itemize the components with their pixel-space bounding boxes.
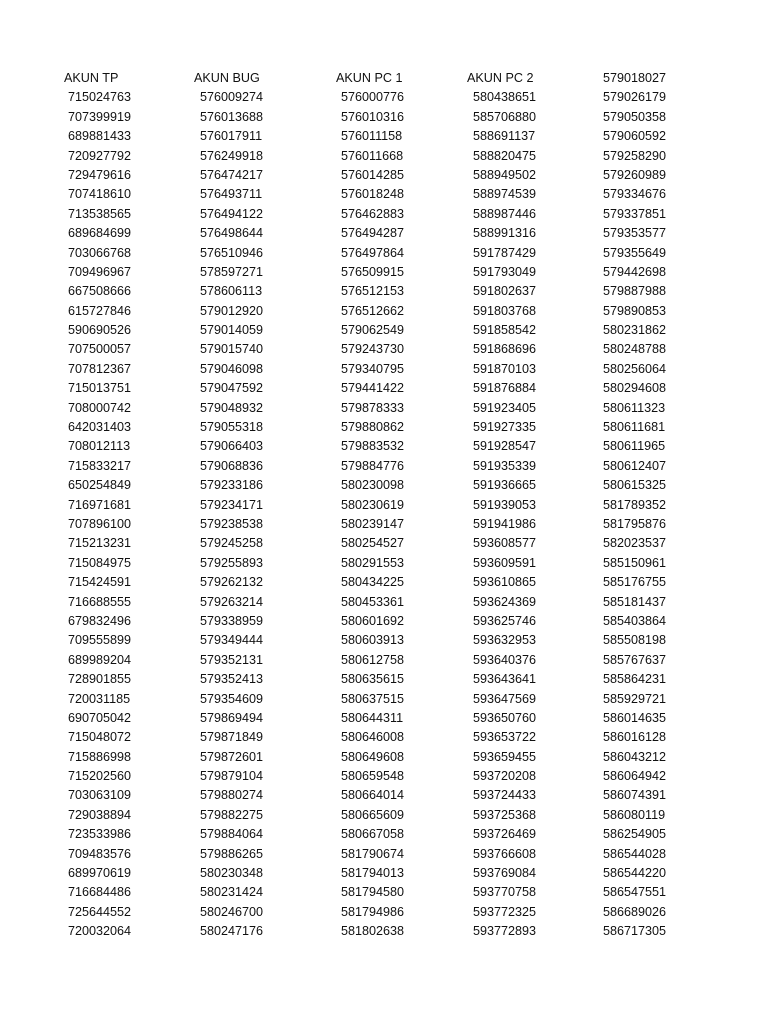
table-cell: 576494122 — [200, 206, 264, 221]
column-akun-pc-2 — [467, 69, 536, 942]
table-cell: 580667058 — [341, 827, 405, 842]
table-cell: 580612758 — [341, 652, 405, 667]
table-cell: 689970619 — [68, 866, 132, 881]
table-cell: 579890853 — [603, 303, 667, 318]
table-cell: 590690526 — [68, 323, 132, 338]
table-cell: 579066403 — [200, 439, 264, 454]
table-cell: 579234171 — [200, 497, 264, 512]
table-cell: 579245258 — [200, 536, 264, 551]
table-cell: 576462883 — [341, 206, 405, 221]
table-cell: 579886265 — [200, 846, 264, 861]
table-cell: 715213231 — [68, 536, 132, 551]
table-cell: 576509915 — [341, 264, 405, 279]
table-cell: 690705042 — [68, 710, 132, 725]
table-cell: 580246700 — [200, 904, 264, 919]
table-cell: 579050358 — [603, 109, 667, 124]
table-cell: 715013751 — [68, 381, 132, 396]
table-cell: 708000742 — [68, 400, 132, 415]
table-cell: 581802638 — [341, 924, 405, 939]
table-cell: 579882275 — [200, 807, 264, 822]
table-cell: 715833217 — [68, 458, 132, 473]
table-cell: 593624369 — [473, 594, 537, 609]
table-cell: 586544220 — [603, 866, 667, 881]
table-cell: 591870103 — [473, 361, 537, 376]
table-cell: 579353577 — [603, 226, 667, 241]
table-cell: 709555899 — [68, 633, 132, 648]
table-cell: 579887988 — [603, 284, 667, 299]
table-cell: 579015740 — [200, 342, 264, 357]
table-cell: 579883532 — [341, 439, 405, 454]
column-akun-bug — [194, 69, 263, 942]
table-cell: 720927792 — [68, 148, 132, 163]
table-cell: 580664014 — [341, 788, 405, 803]
table-cell: 708012113 — [68, 439, 131, 454]
table-cell: 591927335 — [473, 420, 537, 435]
table-cell: 593725368 — [473, 807, 537, 822]
table-cell: 593772893 — [473, 924, 537, 939]
table-cell: 715024763 — [68, 90, 132, 105]
table-cell: 593766608 — [473, 846, 537, 861]
table-cell: 579260989 — [603, 167, 667, 182]
column-akun-tp — [64, 69, 131, 942]
table-cell: 707500057 — [68, 342, 132, 357]
table-cell: 581794580 — [341, 885, 405, 900]
table-cell: 576017911 — [200, 129, 263, 144]
table-cell: 642031403 — [68, 420, 132, 435]
table-cell: 580438651 — [473, 90, 537, 105]
table-cell: 593726469 — [473, 827, 537, 842]
table-cell: 579243730 — [341, 342, 405, 357]
table-cell: 576249918 — [200, 148, 264, 163]
table-cell: 715048072 — [68, 730, 132, 745]
table-cell: 579878333 — [341, 400, 405, 415]
table-cell: 576493711 — [200, 187, 263, 202]
column-unlabeled — [603, 69, 666, 942]
table-cell: 580256064 — [603, 361, 667, 376]
table-cell: 579255893 — [200, 555, 264, 570]
table-cell: 593610865 — [473, 575, 537, 590]
table-cell: 586254905 — [603, 827, 667, 842]
table-cell: 593769084 — [473, 866, 537, 881]
table-cell: 579055318 — [200, 420, 264, 435]
table-cell: 579871849 — [200, 730, 264, 745]
table-cell: 586064942 — [603, 769, 667, 784]
table-cell: 588991316 — [473, 226, 537, 241]
table-cell: 581789352 — [603, 497, 667, 512]
table-cell: 593659455 — [473, 749, 537, 764]
table-cell: 591803768 — [473, 303, 537, 318]
table-cell: 580603913 — [341, 633, 405, 648]
table-cell: 582023537 — [603, 536, 667, 551]
column-header: AKUN PC 2 — [467, 71, 534, 85]
table-cell: 593724433 — [473, 788, 537, 803]
table-cell: 576512662 — [341, 303, 405, 318]
table-cell: 586689026 — [603, 904, 667, 919]
table-cell: 579872601 — [200, 749, 264, 764]
table-cell: 585150961 — [603, 555, 667, 570]
table-cell: 679832496 — [68, 613, 132, 628]
table-cell: 593770758 — [473, 885, 537, 900]
table-cell: 576000776 — [341, 90, 405, 105]
table-cell: 579338959 — [200, 613, 264, 628]
table-cell: 585403864 — [603, 613, 667, 628]
table-cell: 579869494 — [200, 710, 264, 725]
table-cell: 729479616 — [68, 167, 132, 182]
table-cell: 725644552 — [68, 904, 132, 919]
table-cell: 579263214 — [200, 594, 264, 609]
table-cell: 580254527 — [341, 536, 405, 551]
table-cell: 588691137 — [473, 129, 536, 144]
table-cell: 586043212 — [603, 749, 667, 764]
table-cell: 576013688 — [200, 109, 264, 124]
table-cell: 709483576 — [68, 846, 132, 861]
table-cell: 586717305 — [603, 924, 667, 939]
table-cell: 580230348 — [200, 866, 264, 881]
table-cell: 579060592 — [603, 129, 667, 144]
table-cell: 576498644 — [200, 226, 264, 241]
table-cell: 579355649 — [603, 245, 667, 260]
table-cell: 586074391 — [603, 788, 667, 803]
table-cell: 588820475 — [473, 148, 537, 163]
table-cell: 715084975 — [68, 555, 132, 570]
table-cell: 716688555 — [68, 594, 132, 609]
table-cell: 580611965 — [603, 439, 666, 454]
table-cell: 588987446 — [473, 206, 537, 221]
table-cell: 579880862 — [341, 420, 405, 435]
table-cell: 579334676 — [603, 187, 667, 202]
table-cell: 576512153 — [341, 284, 405, 299]
table-cell: 580635615 — [341, 672, 405, 687]
table-cell: 578597271 — [200, 264, 264, 279]
table-cell: 580615325 — [603, 478, 667, 493]
table-cell: 593720208 — [473, 769, 537, 784]
table-cell: 593772325 — [473, 904, 537, 919]
table-cell: 581795876 — [603, 516, 667, 531]
table-cell: 580230098 — [341, 478, 405, 493]
table-cell: 703066768 — [68, 245, 132, 260]
table-cell: 593640376 — [473, 652, 537, 667]
table-cell: 591941986 — [473, 516, 537, 531]
table-cell: 591935339 — [473, 458, 537, 473]
table-cell: 580611681 — [603, 420, 666, 435]
table-cell: 591868696 — [473, 342, 537, 357]
table-cell: 579349444 — [200, 633, 264, 648]
table-cell: 579233186 — [200, 478, 264, 493]
column-header: AKUN PC 1 — [336, 71, 403, 85]
table-cell: 591858542 — [473, 323, 537, 338]
table-cell: 707896100 — [68, 516, 132, 531]
table-cell: 579340795 — [341, 361, 405, 376]
table-cell: 716971681 — [68, 497, 132, 512]
table-cell: 579337851 — [603, 206, 667, 221]
table-cell: 579258290 — [603, 148, 667, 163]
table-cell: 585929721 — [603, 691, 667, 706]
table-cell: 580294608 — [603, 381, 667, 396]
table-cell: 579262132 — [200, 575, 264, 590]
table-cell: 591793049 — [473, 264, 537, 279]
column-header: AKUN BUG — [194, 71, 260, 85]
table-cell: 579062549 — [341, 323, 405, 338]
table-cell: 576497864 — [341, 245, 405, 260]
table-cell: 579352413 — [200, 672, 264, 687]
table-cell: 580649608 — [341, 749, 405, 764]
table-cell: 689684699 — [68, 226, 132, 241]
table-cell: 715424591 — [68, 575, 132, 590]
table-cell: 585706880 — [473, 109, 537, 124]
table-cell: 580659548 — [341, 769, 405, 784]
table-cell: 591923405 — [473, 400, 537, 415]
table-cell: 579238538 — [200, 516, 264, 531]
table-cell: 650254849 — [68, 478, 132, 493]
column-header: AKUN TP — [64, 71, 119, 85]
table-cell: 579884776 — [341, 458, 405, 473]
table-cell: 576009274 — [200, 90, 264, 105]
table-cell: 579884064 — [200, 827, 264, 842]
table-cell: 576011158 — [341, 129, 403, 144]
table-cell: 591936665 — [473, 478, 537, 493]
table-cell: 591939053 — [473, 497, 537, 512]
table-cell: 723533986 — [68, 827, 132, 842]
table-cell: 576018248 — [341, 187, 405, 202]
table-cell: 593647569 — [473, 691, 537, 706]
table-cell: 715202560 — [68, 769, 132, 784]
table-cell: 580247176 — [200, 924, 264, 939]
table-cell: 593609591 — [473, 555, 537, 570]
table-cell: 579046098 — [200, 361, 264, 376]
table-cell: 580231862 — [603, 323, 667, 338]
table-cell: 579048932 — [200, 400, 264, 415]
table-cell: 576011668 — [341, 148, 404, 163]
table-cell: 586547551 — [603, 885, 667, 900]
table-cell: 576494287 — [341, 226, 405, 241]
table-cell: 586080119 — [603, 807, 666, 822]
table-cell: 576510946 — [200, 245, 264, 260]
table-cell: 591802637 — [473, 284, 537, 299]
table-cell: 586016128 — [603, 730, 667, 745]
table-cell: 580230619 — [341, 497, 405, 512]
table-cell: 580248788 — [603, 342, 667, 357]
table-cell: 579442698 — [603, 264, 667, 279]
table-cell: 707399919 — [68, 109, 132, 124]
table-cell: 580231424 — [200, 885, 264, 900]
table-cell: 703063109 — [68, 788, 132, 803]
table-cell: 715886998 — [68, 749, 132, 764]
table-cell: 580612407 — [603, 458, 667, 473]
table-cell: 580665609 — [341, 807, 405, 822]
table-cell: 588949502 — [473, 167, 537, 182]
table-cell: 591928547 — [473, 439, 537, 454]
table-cell: 585864231 — [603, 672, 667, 687]
table-cell: 588974539 — [473, 187, 537, 202]
table-cell: 580644311 — [341, 710, 404, 725]
table-cell: 579879104 — [200, 769, 264, 784]
table-cell: 580611323 — [603, 400, 666, 415]
table-cell: 615727846 — [68, 303, 132, 318]
table-cell: 581794986 — [341, 904, 405, 919]
table-cell: 579068836 — [200, 458, 264, 473]
table-cell: 667508666 — [68, 284, 132, 299]
table-cell: 579047592 — [200, 381, 264, 396]
table-cell: 713538565 — [68, 206, 132, 221]
table-cell: 579354609 — [200, 691, 264, 706]
table-cell: 720032064 — [68, 924, 132, 939]
table-cell: 593632953 — [473, 633, 537, 648]
table-cell: 580637515 — [341, 691, 405, 706]
table-cell: 580646008 — [341, 730, 405, 745]
table-cell: 593625746 — [473, 613, 537, 628]
table-cell: 585508198 — [603, 633, 667, 648]
table-cell: 591876884 — [473, 381, 537, 396]
table-cell: 586544028 — [603, 846, 667, 861]
table-cell: 716684486 — [68, 885, 132, 900]
table-cell: 581790674 — [341, 846, 405, 861]
table-cell: 576014285 — [341, 167, 405, 182]
table-cell: 580239147 — [341, 516, 405, 531]
table-cell: 579352131 — [200, 652, 264, 667]
table-cell: 591787429 — [473, 245, 537, 260]
table-cell: 729038894 — [68, 807, 132, 822]
table-cell: 580453361 — [341, 594, 405, 609]
table-cell: 579880274 — [200, 788, 264, 803]
table-cell: 707418610 — [68, 187, 132, 202]
table-cell: 585176755 — [603, 575, 667, 590]
column-header: 579018027 — [603, 71, 667, 85]
table-cell: 585181437 — [603, 594, 667, 609]
column-akun-pc-1 — [336, 69, 404, 942]
table-cell: 576010316 — [341, 109, 405, 124]
table-cell: 580291553 — [341, 555, 405, 570]
table-cell: 579012920 — [200, 303, 264, 318]
table-cell: 707812367 — [68, 361, 132, 376]
table-cell: 580601692 — [341, 613, 405, 628]
table-cell: 689989204 — [68, 652, 132, 667]
table-cell: 576474217 — [200, 167, 264, 182]
table-cell: 720031185 — [68, 691, 131, 706]
table-cell: 593643641 — [473, 672, 537, 687]
table-cell: 593608577 — [473, 536, 537, 551]
table-cell: 593650760 — [473, 710, 537, 725]
table-cell: 585767637 — [603, 652, 667, 667]
table-cell: 579014059 — [200, 323, 264, 338]
table-cell: 580434225 — [341, 575, 405, 590]
table-cell: 728901855 — [68, 672, 132, 687]
table-cell: 709496967 — [68, 264, 132, 279]
table-cell: 581794013 — [341, 866, 405, 881]
table-cell: 578606113 — [200, 284, 263, 299]
table-cell: 579441422 — [341, 381, 405, 396]
table-cell: 579026179 — [603, 90, 667, 105]
table-cell: 593653722 — [473, 730, 537, 745]
table-cell: 689881433 — [68, 129, 132, 144]
table-cell: 586014635 — [603, 710, 667, 725]
